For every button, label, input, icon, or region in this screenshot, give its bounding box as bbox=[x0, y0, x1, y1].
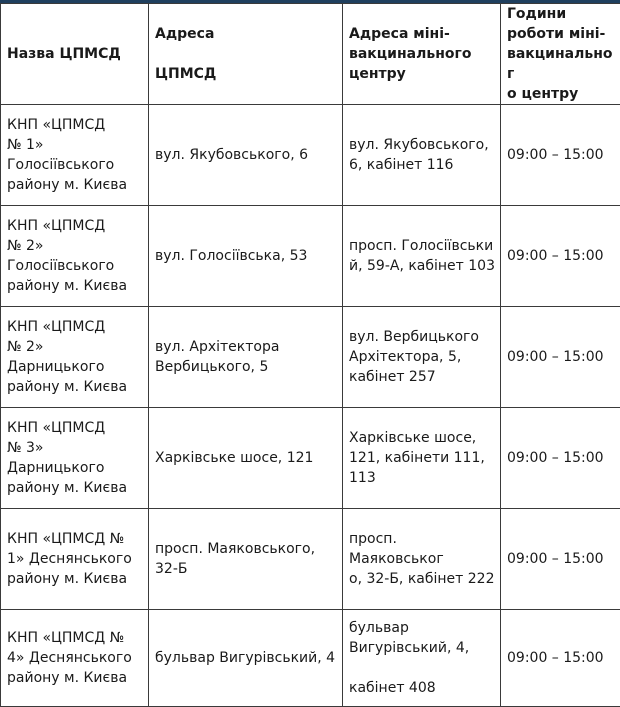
cell-mini-center-address: просп. Маяковськог о, 32-Б, кабінет 222 bbox=[343, 509, 501, 610]
cell-mini-center-address: Харківське шосе, 121, кабінети 111, 113 bbox=[343, 408, 501, 509]
cell-name: КНП «ЦПМСД № 1» Голосіївського району м. Києва bbox=[1, 105, 149, 206]
cell-hours: 09:00 – 15:00 bbox=[501, 105, 620, 206]
cell-name: КНП «ЦПМСД № 1» Деснянського району м. Києва bbox=[1, 509, 149, 610]
header-name: Назва ЦПМСД bbox=[1, 4, 149, 105]
header-mini-center-address: Адреса міні- вакцинального центру bbox=[343, 4, 501, 105]
cell-hours: 09:00 – 15:00 bbox=[501, 206, 620, 307]
cell-address: вул. Архітектора Вербицького, 5 bbox=[149, 307, 343, 408]
cell-name: КНП «ЦПМСД № 3» Дарницького району м. Києва bbox=[1, 408, 149, 509]
cell-mini-center-address: вул. Якубовського, 6, кабінет 116 bbox=[343, 105, 501, 206]
cell-hours: 09:00 – 15:00 bbox=[501, 509, 620, 610]
cell-name: КНП «ЦПМСД № 2» Голосіївського району м. Києва bbox=[1, 206, 149, 307]
header-hours: Години роботи міні- вакцинальног о центру bbox=[501, 4, 620, 105]
cell-name: КНП «ЦПМСД № 2» Дарницького району м. Києва bbox=[1, 307, 149, 408]
cell-address: бульвар Вигурівський, 4 bbox=[149, 610, 343, 707]
table-row bbox=[1, 206, 620, 307]
table-row bbox=[1, 105, 620, 206]
table-row bbox=[1, 408, 620, 509]
table-row bbox=[1, 307, 620, 408]
cell-address: вул. Голосіївська, 53 bbox=[149, 206, 343, 307]
table-header-row bbox=[1, 4, 620, 105]
header-address bbox=[149, 4, 343, 105]
cell-address: вул. Якубовського, 6 bbox=[149, 105, 343, 206]
cell-address: просп. Маяковського, 32-Б bbox=[149, 509, 343, 610]
cell-address: Харківське шосе, 121 bbox=[149, 408, 343, 509]
cell-mini-center-address: бульвар Вигурівський, 4, кабінет 408 bbox=[343, 610, 501, 707]
table-row bbox=[1, 610, 620, 707]
cell-mini-center-address: вул. Вербицького Архітектора, 5, кабінет 257 bbox=[343, 307, 501, 408]
cell-hours: 09:00 – 15:00 bbox=[501, 408, 620, 509]
cell-mini-center-address: просп. Голосіївськи й, 59-А, кабінет 103 bbox=[343, 206, 501, 307]
cell-name: КНП «ЦПМСД № 4» Деснянського району м. Києва bbox=[1, 610, 149, 707]
header-address-line2: ЦПМСД bbox=[155, 64, 337, 84]
vaccination-centers-table bbox=[0, 3, 620, 707]
header-address-line1: Адреса bbox=[155, 24, 337, 44]
table-row bbox=[1, 509, 620, 610]
cell-hours: 09:00 – 15:00 bbox=[501, 610, 620, 707]
cell-hours: 09:00 – 15:00 bbox=[501, 307, 620, 408]
